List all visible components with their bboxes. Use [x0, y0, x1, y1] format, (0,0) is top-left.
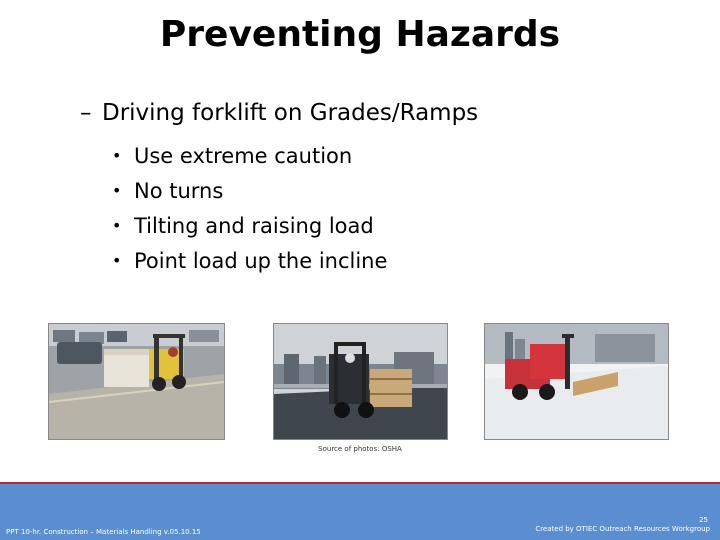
bullet-dot: • — [112, 216, 122, 235]
subheading-dash: – — [80, 100, 92, 126]
bullet-item: • Tilting and raising load — [112, 208, 387, 243]
forklift-parking-lot-photo — [48, 323, 225, 440]
bullet-dot: • — [112, 181, 122, 200]
footer-course-text: PPT 10-hr. Construction – Materials Handling v.05.10.15 — [6, 528, 201, 536]
bullet-item: • Point load up the incline — [112, 243, 387, 278]
bullet-item: • Use extreme caution — [112, 138, 387, 173]
subheading — [80, 100, 478, 126]
bullet-dot: • — [112, 251, 122, 270]
bullet-item: • No turns — [112, 173, 387, 208]
slide-title: Preventing Hazards — [159, 14, 561, 55]
bullet-list — [112, 138, 387, 278]
footer-credit-text: Created by OTIEC Outreach Resources Workgroup — [535, 525, 710, 533]
photo-caption: Source of photos: OSHA — [318, 445, 402, 453]
subheading-text: Driving forklift on Grades/Ramps — [102, 100, 479, 126]
red-forklift-ramp-photo — [484, 323, 669, 440]
forklift-crate-photo — [273, 323, 448, 440]
bullet-dot: • — [112, 146, 122, 165]
page-number: 25 — [699, 516, 708, 524]
